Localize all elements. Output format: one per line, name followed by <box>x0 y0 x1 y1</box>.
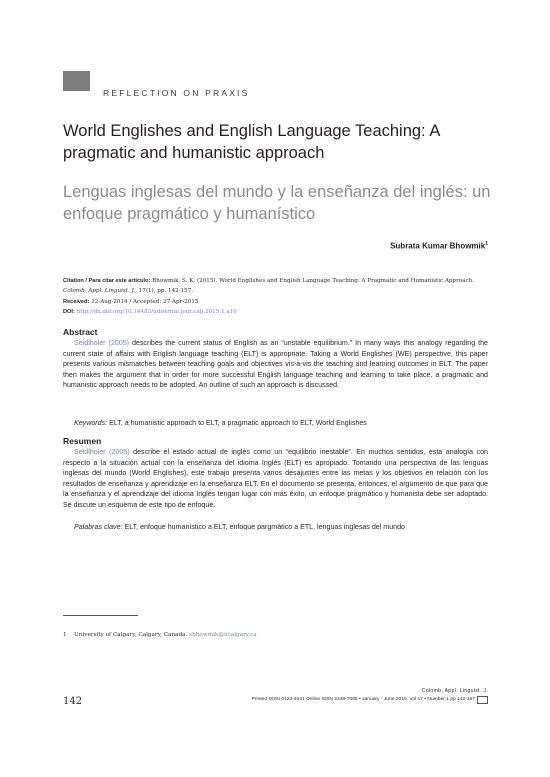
doi-label: DOI: <box>63 308 75 315</box>
resumen-body <box>63 447 488 511</box>
citation-journal-line <box>63 286 488 296</box>
footer-issn: Printed ISSN 0123-4641 Online ISSN 2248-7085 • January - June 2015. Vol 17 • Number 1 pp 142-157 <box>251 697 475 702</box>
received-text: 12-Aug-2014 / Accepted: 27-Apr-2015 <box>89 298 199 305</box>
received-line <box>63 297 488 307</box>
title-english: World Englishes and English Language Teaching: A pragmatic and humanistic approach <box>63 122 440 162</box>
abstract-body <box>63 338 488 391</box>
footnote-email-link[interactable]: sbhowmik@ucalgary.ca <box>189 632 257 638</box>
palabras-label: Palabras clave: <box>74 523 123 531</box>
page-number: 142 <box>63 696 83 707</box>
abstract-reference-link[interactable]: Seidlholer (2005) <box>74 339 130 347</box>
section-label: REFLECTION ON PRAXIS <box>103 88 250 98</box>
citation-block <box>63 276 488 317</box>
journal-logo <box>63 71 90 91</box>
palabras-text: ELT, enfoque humanístico a ELT, enfoque pargmático a ETL, lenguas inglesas del mundo <box>122 523 405 531</box>
citation-journal-rest: 17(1), pp. 142-157. <box>136 288 194 295</box>
citation-text: Bhowmik, S. K. (2015). World Englishes and English Language Teaching: A Pragmatic and Humanistic Approach. <box>150 278 474 284</box>
license-icon <box>477 696 488 704</box>
footnote-number: 1 <box>63 632 67 638</box>
resumen-reference-link[interactable]: Seidlholer (2005) <box>74 448 130 456</box>
keywords <box>74 418 488 429</box>
keywords-label: Keywords: <box>74 419 108 427</box>
resumen-text: describe el estado actual de inglés como un “equilibrio inestable”. En muchos sentidos, esta analogía con respecto a la situación actual con la enseñanza del idioma Inglés (ELT) es apropiado. Tomando una perspectiva de las lenguas inglesas del mundo (World Englishes), este trabajo presenta varios desajustes entre las metas y los objetivos en relación con los resultados de enseñanza y aprendizaje en la enseñanza ELT. En el documento se presenta, entonces, el argumento de que para que la enseñanza y el aprendizaje del idioma Inglés tengan lugar con más éxito, un enfoque pragmático y humanista debe ser adoptado. Se discute un esquema de este tipo de enfoque. <box>63 448 488 509</box>
footnote-divider <box>63 615 138 616</box>
author <box>390 241 488 251</box>
footer-journal: Colomb. Appl. Linguist. J. <box>421 688 488 694</box>
footnote <box>63 632 257 638</box>
author-name: Subrata Kumar Bhowmik <box>390 241 486 251</box>
received-label: Received: <box>63 298 90 305</box>
author-footnote-mark: 1 <box>485 241 488 247</box>
citation-journal: Colomb. Appl. Linguist. J., <box>63 288 137 295</box>
citation-label: Citation / Para citar este artículo: <box>63 278 151 284</box>
keywords-text: ELT, a humanistic approach to ELT, a pragmatic approach to ELT, World Englishes <box>107 419 367 427</box>
abstract-text: describes the current status of English as an “unstable equilibrium.” In many ways this analogy regarding the current state of affairs with English language teaching (ELT) is appropriate. Taking a World Englishes (WE) perspective, this paper presents various mismatches between teaching goals and objectives vis-à-vis the teaching and learning outcomes in ELT. The paper then makes the argument that in order for more successful English language teaching and learning to take place, a pragmatic and humanistic approach needs to be adopted. An outline of such an approach is discussed. <box>63 339 488 390</box>
abstract-heading: Abstract <box>63 327 98 337</box>
title-spanish: Lenguas inglesas del mundo y la enseñanza del inglés: un enfoque pragmático y humanístico <box>63 183 491 223</box>
citation-line <box>63 276 488 286</box>
doi-link[interactable]: http://dx.doi.org/10.14483/udistrital.jour.calj.2015.1.a10 <box>74 308 237 315</box>
doi-line <box>63 307 488 317</box>
resumen-heading: Resumen <box>63 436 102 446</box>
footnote-text: University of Calgary, Calgary, Canada. <box>74 632 190 638</box>
palabras-clave <box>74 522 488 533</box>
